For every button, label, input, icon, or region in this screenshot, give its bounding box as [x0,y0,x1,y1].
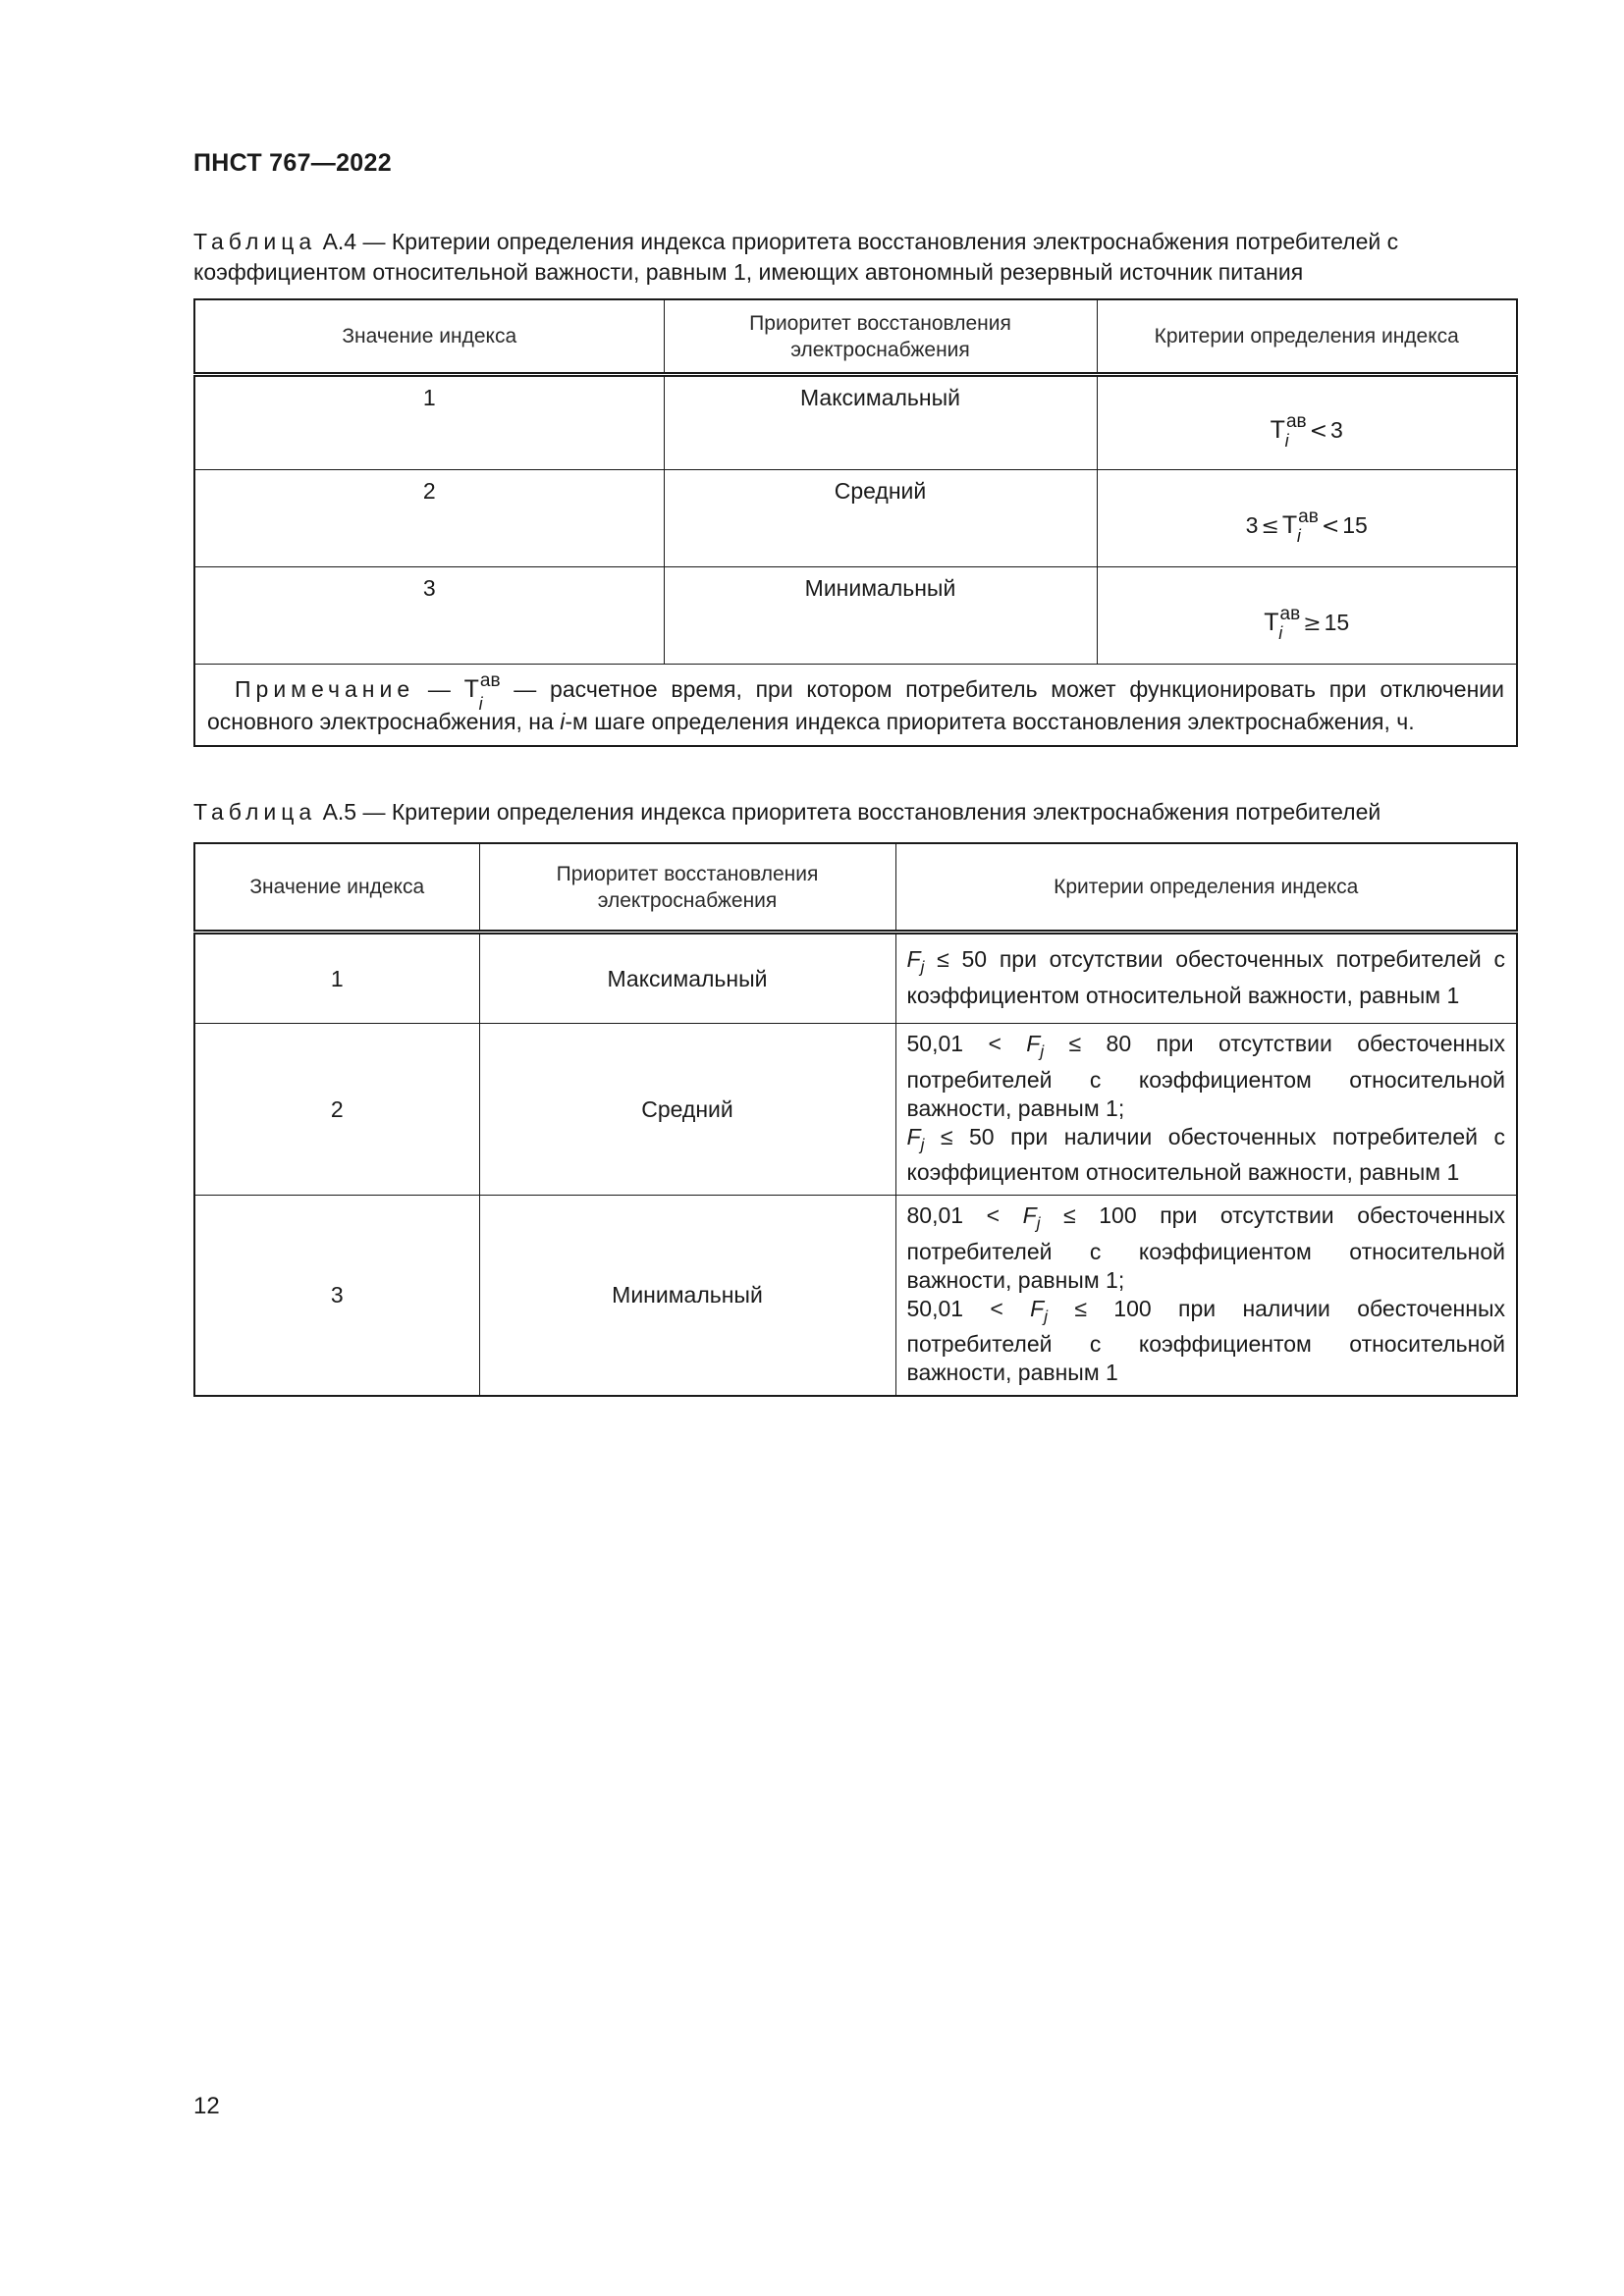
symbol-base: F [1026,1031,1041,1056]
priority-value: Максимальный [479,933,895,1024]
bound-value: 3 [1330,416,1343,443]
table-header-row [194,843,1517,933]
table-a4-caption [193,227,1514,288]
caption-label: Таблица [193,229,317,254]
symbol-sup: ав [1298,506,1319,527]
symbol-base: F [906,946,921,973]
column-header-criteria: Критерии определения индекса [1097,299,1517,375]
index-value: 3 [194,567,664,665]
criterion [907,945,1506,1010]
criterion-text: ≤ 50 при отсутствии обесточенных потребителей с коэффициентом относительной важности, равным 1 [906,946,1505,1008]
symbol-sub: j [1036,1213,1041,1233]
symbol-sup: ав [479,670,501,691]
document-id: ПНСТ 767—2022 [193,149,392,177]
f-j-symbol [1026,1031,1045,1061]
symbol-sup: ав [1279,603,1301,624]
criteria-formula [1097,375,1517,470]
f-j-symbol [906,1123,925,1154]
criterion-text: ≤ 100 при отсутствии обесточенных потребителей с коэффициентом относительной важности, равным 1; [906,1202,1505,1293]
symbol-sub: i [478,694,483,714]
criterion [907,1123,1506,1188]
symbol-sub: i [1296,525,1301,546]
table-row [194,933,1517,1024]
index-value: 1 [194,375,664,470]
priority-value: Минимальный [664,567,1097,665]
index-value: 3 [194,1196,479,1397]
criteria-formula [1097,567,1517,665]
table-a5 [193,842,1518,1397]
symbol-sub: i [1284,430,1289,451]
note-row [194,665,1517,747]
relation-sign: ≥ [1303,611,1322,636]
symbol-base: F [906,1123,921,1149]
symbol-base: T [463,675,479,703]
symbol-sup: ав [1285,410,1307,432]
table-row [194,1024,1517,1196]
note-i-symbol: i [560,709,566,734]
criteria-formula [1097,470,1517,567]
symbol-sub: j [920,957,925,977]
priority-value: Максимальный [664,375,1097,470]
table-row [194,1196,1517,1397]
priority-value: Средний [479,1024,895,1196]
column-header-priority-label: Приоритет восстановления электроснабжения [556,862,819,912]
criterion-text: ≤ 80 при отсутствии обесточенных потребителей с коэффициентом относительной важности, равным 1; [906,1031,1505,1121]
t-av-symbol [463,670,501,714]
symbol-base: F [1022,1202,1037,1229]
column-header-priority-label: Приоритет восстановления электроснабжения [749,311,1011,361]
priority-value: Минимальный [479,1196,895,1397]
index-value: 2 [194,1024,479,1196]
criterion [907,1030,1506,1123]
criterion [907,1295,1506,1388]
criterion-prefix: 50,01 < [906,1295,1031,1321]
table-header-row [194,299,1517,375]
lower-bound-value: 3 [1245,511,1259,538]
criterion-prefix: 50,01 < [906,1031,1027,1056]
note-dash: — [414,676,464,702]
bound-value: 15 [1324,609,1350,635]
table-a5-caption [193,797,1514,828]
t-av-symbol [1270,410,1307,451]
f-j-symbol [906,946,925,977]
table-note [194,665,1517,747]
criterion-prefix: 80,01 < [906,1202,1023,1229]
relation-sign: ≤ [1261,513,1279,539]
column-header-priority [664,299,1097,375]
symbol-base: F [1030,1295,1045,1321]
table-row [194,470,1517,567]
symbol-sub: j [1044,1307,1049,1326]
symbol-sub: j [1040,1041,1045,1061]
criterion [907,1201,1506,1295]
note-text: — расчетное время, при котором потребитель может функционировать при отключении основного электроснабжения, на [207,676,1504,734]
note-text-end: -м шаге определения индекса приоритета восстановления электроснабжения, ч. [565,709,1415,734]
relation-sign: < [1321,513,1340,539]
table-row [194,375,1517,470]
criteria-text [895,933,1517,1024]
bound-value: 15 [1342,511,1368,538]
criteria-text [895,1196,1517,1397]
caption-text: А.5 — Критерии определения индекса приоритета восстановления электроснабжения потребителей [316,799,1381,825]
symbol-sub: j [920,1135,925,1154]
page-number: 12 [193,2093,220,2119]
criterion-text: ≤ 100 при наличии обесточенных потребителей с коэффициентом относительной важности, равным 1 [906,1295,1505,1386]
f-j-symbol [1030,1295,1049,1326]
index-value: 2 [194,470,664,567]
symbol-sub: i [1278,622,1283,643]
symbol-base: T [1270,415,1285,444]
t-av-symbol [1264,603,1301,643]
column-header-criteria: Критерии определения индекса [895,843,1517,933]
index-value: 1 [194,933,479,1024]
t-av-symbol [1281,506,1319,546]
criterion-text: ≤ 50 при наличии обесточенных потребителей с коэффициентом относительной важности, равным 1 [906,1123,1505,1186]
caption-label: Таблица [193,799,317,825]
priority-value: Средний [664,470,1097,567]
column-header-index: Значение индекса [194,843,479,933]
table-row [194,567,1517,665]
caption-text: А.4 — Критерии определения индекса приоритета восстановления электроснабжения потребителей с коэффициентом относительной важности, равным 1, имеющих автономный резервный источник питания [193,229,1399,285]
column-header-priority [479,843,895,933]
criteria-text [895,1024,1517,1196]
note-label: Примечание [235,676,415,702]
relation-sign: < [1309,418,1328,444]
column-header-index: Значение индекса [194,299,664,375]
symbol-base: T [1264,608,1279,636]
f-j-symbol [1022,1202,1041,1233]
table-a4 [193,298,1518,747]
symbol-base: T [1281,510,1298,539]
